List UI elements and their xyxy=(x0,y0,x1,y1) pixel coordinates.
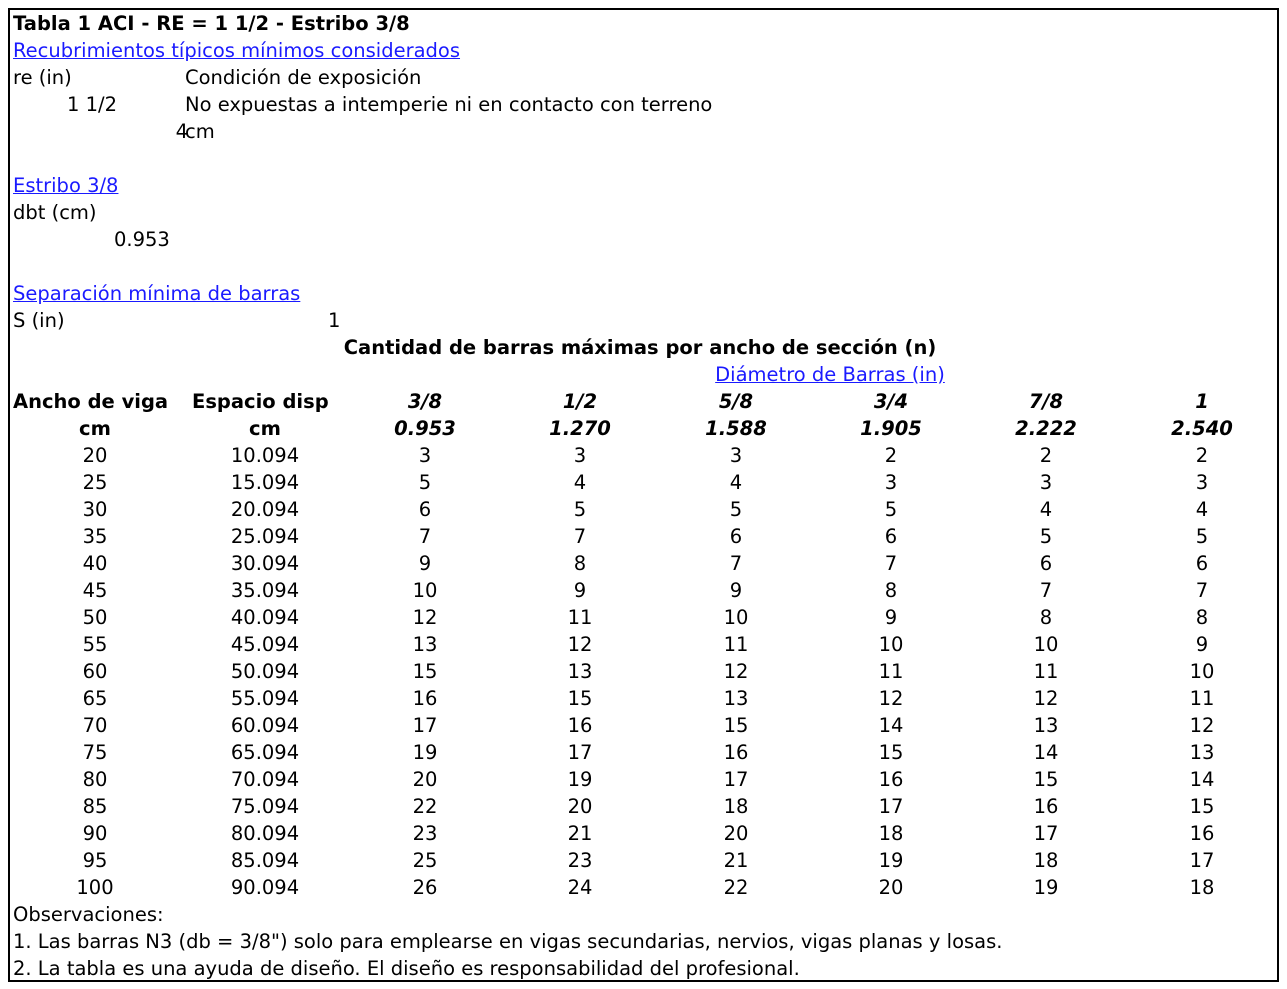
table-cell-n-1: 12 xyxy=(1189,714,1215,737)
table-cell-width-cm: 95 xyxy=(82,849,108,872)
col-unit-diam-1-2: 1.270 xyxy=(549,417,611,440)
table-cell-n-3-4: 3 xyxy=(884,471,898,494)
exposure-label: Condición de exposición xyxy=(185,66,422,89)
table-cell-n-3-8: 10 xyxy=(412,579,438,602)
table-cell-n-1: 11 xyxy=(1189,687,1215,710)
table-cell-width-cm: 80 xyxy=(82,768,108,791)
col-unit-diam-1: 2.540 xyxy=(1171,417,1233,440)
table-cell-n-3-8: 22 xyxy=(412,795,438,818)
table-cell-width-cm: 50 xyxy=(82,606,108,629)
table-cell-width-cm: 90 xyxy=(82,822,108,845)
table-cell-n-1-2: 11 xyxy=(567,606,593,629)
table-cell-space-cm: 25.094 xyxy=(230,525,300,548)
table-cell-n-1-2: 16 xyxy=(567,714,593,737)
table-cell-n-3-8: 16 xyxy=(412,687,438,710)
table-cell-n-3-8: 7 xyxy=(418,525,432,548)
table-cell-n-1-2: 8 xyxy=(573,552,587,575)
re-label: re (in) xyxy=(13,66,72,89)
diameter-heading-link[interactable]: Diámetro de Barras (in) xyxy=(715,363,945,386)
table-cell-n-1: 8 xyxy=(1195,606,1209,629)
table-cell-space-cm: 15.094 xyxy=(230,471,300,494)
table-cell-n-7-8: 13 xyxy=(1033,714,1059,737)
table-cell-n-5-8: 12 xyxy=(723,660,749,683)
table-cell-n-1: 16 xyxy=(1189,822,1215,845)
table-cell-n-3-4: 2 xyxy=(884,444,898,467)
table-cell-n-7-8: 7 xyxy=(1039,579,1053,602)
table-cell-width-cm: 25 xyxy=(82,471,108,494)
table-cell-n-5-8: 4 xyxy=(729,471,743,494)
table-cell-n-1-2: 19 xyxy=(567,768,593,791)
table-cell-n-7-8: 15 xyxy=(1033,768,1059,791)
table-cell-space-cm: 30.094 xyxy=(230,552,300,575)
notes-heading: Observaciones: xyxy=(13,903,164,926)
table-cell-n-1-2: 4 xyxy=(573,471,587,494)
table-cell-space-cm: 85.094 xyxy=(230,849,300,872)
table-cell-n-5-8: 15 xyxy=(723,714,749,737)
table-cell-n-1: 4 xyxy=(1195,498,1209,521)
table-cell-n-7-8: 10 xyxy=(1033,633,1059,656)
table-cell-n-1-2: 3 xyxy=(573,444,587,467)
table-cell-n-3-8: 5 xyxy=(418,471,432,494)
table-cell-n-5-8: 21 xyxy=(723,849,749,872)
col-header-width: Ancho de viga xyxy=(13,390,169,413)
col-header-diam-1-2: 1/2 xyxy=(562,390,598,413)
col-unit-diam-3-8: 0.953 xyxy=(394,417,456,440)
stirrup-value: 0.953 xyxy=(114,228,170,251)
table-cell-space-cm: 70.094 xyxy=(230,768,300,791)
table-cell-space-cm: 60.094 xyxy=(230,714,300,737)
table-cell-n-1-2: 9 xyxy=(573,579,587,602)
table-cell-n-1-2: 20 xyxy=(567,795,593,818)
table-cell-width-cm: 40 xyxy=(82,552,108,575)
spacing-value: 1 xyxy=(328,309,341,332)
col-header-diam-1: 1 xyxy=(1195,390,1209,413)
table-cell-n-5-8: 18 xyxy=(723,795,749,818)
table-cell-n-1-2: 23 xyxy=(567,849,593,872)
table-cell-width-cm: 35 xyxy=(82,525,108,548)
stirrup-label: dbt (cm) xyxy=(13,201,97,224)
table-cell-n-1: 15 xyxy=(1189,795,1215,818)
table-cell-n-3-4: 11 xyxy=(878,660,904,683)
col-unit-space: cm xyxy=(249,417,281,440)
table-cell-n-7-8: 12 xyxy=(1033,687,1059,710)
table-cell-n-7-8: 4 xyxy=(1039,498,1053,521)
table-cell-n-3-4: 6 xyxy=(884,525,898,548)
table-cell-n-1: 9 xyxy=(1195,633,1209,656)
table-cell-n-1-2: 7 xyxy=(573,525,587,548)
table-cell-n-3-4: 5 xyxy=(884,498,898,521)
table-cell-n-7-8: 2 xyxy=(1039,444,1053,467)
table-cell-n-7-8: 8 xyxy=(1039,606,1053,629)
table-cell-n-1: 13 xyxy=(1189,741,1215,764)
table-cell-n-3-4: 15 xyxy=(878,741,904,764)
table-cell-width-cm: 30 xyxy=(82,498,108,521)
col-unit-diam-7-8: 2.222 xyxy=(1015,417,1077,440)
table-cell-n-3-8: 13 xyxy=(412,633,438,656)
table-cell-space-cm: 55.094 xyxy=(230,687,300,710)
table-cell-n-5-8: 9 xyxy=(729,579,743,602)
note-item-1: 1. Las barras N3 (db = 3/8") solo para emplearse en vigas secundarias, nervios, vigas planas y losas. xyxy=(13,930,1003,953)
col-header-diam-3-4: 3/4 xyxy=(873,390,909,413)
table-cell-n-5-8: 3 xyxy=(729,444,743,467)
table-cell-n-1: 5 xyxy=(1195,525,1209,548)
table-cell-space-cm: 80.094 xyxy=(230,822,300,845)
table-cell-space-cm: 65.094 xyxy=(230,741,300,764)
table-cell-n-3-8: 23 xyxy=(412,822,438,845)
table-cell-space-cm: 20.094 xyxy=(230,498,300,521)
table-cell-n-3-4: 12 xyxy=(878,687,904,710)
table-cell-n-3-8: 19 xyxy=(412,741,438,764)
exposure-value: No expuestas a intemperie ni en contacto con terreno xyxy=(185,93,713,116)
cover-cm-value: 4 xyxy=(175,120,188,143)
stirrup-heading-link[interactable]: Estribo 3/8 xyxy=(13,174,119,197)
table-title: Cantidad de barras máximas por ancho de sección (n) xyxy=(343,336,937,359)
table-cell-n-1: 14 xyxy=(1189,768,1215,791)
note-item-2: 2. La tabla es una ayuda de diseño. El diseño es responsabilidad del profesional. xyxy=(13,957,800,980)
table-cell-n-3-8: 3 xyxy=(418,444,432,467)
table-cell-space-cm: 50.094 xyxy=(230,660,300,683)
table-cell-n-1: 18 xyxy=(1189,876,1215,899)
table-cell-n-3-4: 9 xyxy=(884,606,898,629)
table-cell-space-cm: 10.094 xyxy=(230,444,300,467)
table-cell-width-cm: 100 xyxy=(76,876,114,899)
table-cell-n-3-8: 25 xyxy=(412,849,438,872)
table-cell-n-5-8: 10 xyxy=(723,606,749,629)
table-cell-n-7-8: 18 xyxy=(1033,849,1059,872)
page-title: Tabla 1 ACI - RE = 1 1/2 - Estribo 3/8 xyxy=(13,12,410,35)
table-cell-space-cm: 35.094 xyxy=(230,579,300,602)
table-cell-n-7-8: 14 xyxy=(1033,741,1059,764)
table-cell-n-3-8: 12 xyxy=(412,606,438,629)
table-cell-n-1-2: 17 xyxy=(567,741,593,764)
table-cell-n-5-8: 6 xyxy=(729,525,743,548)
table-cell-n-5-8: 22 xyxy=(723,876,749,899)
table-cell-n-1-2: 24 xyxy=(567,876,593,899)
table-cell-n-3-8: 15 xyxy=(412,660,438,683)
table-cell-width-cm: 75 xyxy=(82,741,108,764)
col-header-space: Espacio disp xyxy=(192,390,329,413)
table-cell-n-7-8: 17 xyxy=(1033,822,1059,845)
table-cell-n-1: 17 xyxy=(1189,849,1215,872)
table-cell-n-3-8: 9 xyxy=(418,552,432,575)
table-cell-n-3-4: 19 xyxy=(878,849,904,872)
table-cell-n-5-8: 17 xyxy=(723,768,749,791)
table-cell-n-1-2: 5 xyxy=(573,498,587,521)
table-cell-width-cm: 45 xyxy=(82,579,108,602)
table-cell-n-7-8: 3 xyxy=(1039,471,1053,494)
table-cell-n-1-2: 13 xyxy=(567,660,593,683)
table-cell-width-cm: 70 xyxy=(82,714,108,737)
table-cell-width-cm: 60 xyxy=(82,660,108,683)
table-cell-space-cm: 45.094 xyxy=(230,633,300,656)
table-cell-n-7-8: 11 xyxy=(1033,660,1059,683)
table-cell-n-7-8: 19 xyxy=(1033,876,1059,899)
table-cell-n-1: 7 xyxy=(1195,579,1209,602)
table-cell-n-5-8: 13 xyxy=(723,687,749,710)
table-cell-n-3-4: 14 xyxy=(878,714,904,737)
table-cell-n-3-4: 7 xyxy=(884,552,898,575)
col-header-diam-7-8: 7/8 xyxy=(1028,390,1064,413)
table-cell-n-1: 10 xyxy=(1189,660,1215,683)
table-cell-n-3-4: 8 xyxy=(884,579,898,602)
cover-heading-link[interactable]: Recubrimientos típicos mínimos considerados xyxy=(13,39,461,62)
spreadsheet-sheet xyxy=(8,8,1279,982)
table-cell-n-5-8: 7 xyxy=(729,552,743,575)
table-cell-n-5-8: 16 xyxy=(723,741,749,764)
col-header-diam-5-8: 5/8 xyxy=(718,390,754,413)
table-cell-n-1: 6 xyxy=(1195,552,1209,575)
table-cell-n-7-8: 16 xyxy=(1033,795,1059,818)
table-cell-space-cm: 90.094 xyxy=(230,876,300,899)
spacing-heading-link[interactable]: Separación mínima de barras xyxy=(13,282,301,305)
col-unit-diam-5-8: 1.588 xyxy=(705,417,767,440)
table-cell-n-3-8: 26 xyxy=(412,876,438,899)
spacing-label: S (in) xyxy=(13,309,65,332)
table-cell-n-5-8: 5 xyxy=(729,498,743,521)
table-cell-n-3-4: 10 xyxy=(878,633,904,656)
col-unit-width: cm xyxy=(79,417,111,440)
table-cell-n-3-8: 6 xyxy=(418,498,432,521)
table-cell-n-1-2: 12 xyxy=(567,633,593,656)
col-unit-diam-3-4: 1.905 xyxy=(860,417,922,440)
table-cell-n-1-2: 21 xyxy=(567,822,593,845)
table-cell-n-3-4: 20 xyxy=(878,876,904,899)
table-cell-n-1: 3 xyxy=(1195,471,1209,494)
table-cell-n-3-4: 16 xyxy=(878,768,904,791)
table-cell-width-cm: 55 xyxy=(82,633,108,656)
table-cell-n-3-8: 17 xyxy=(412,714,438,737)
col-header-diam-3-8: 3/8 xyxy=(407,390,443,413)
table-cell-n-5-8: 11 xyxy=(723,633,749,656)
table-cell-space-cm: 75.094 xyxy=(230,795,300,818)
table-cell-n-7-8: 6 xyxy=(1039,552,1053,575)
re-value: 1 1/2 xyxy=(67,93,117,116)
table-cell-width-cm: 20 xyxy=(82,444,108,467)
table-cell-width-cm: 65 xyxy=(82,687,108,710)
table-cell-n-3-4: 17 xyxy=(878,795,904,818)
table-cell-n-5-8: 20 xyxy=(723,822,749,845)
table-cell-space-cm: 40.094 xyxy=(230,606,300,629)
table-cell-n-1-2: 15 xyxy=(567,687,593,710)
table-cell-width-cm: 85 xyxy=(82,795,108,818)
table-cell-n-3-8: 20 xyxy=(412,768,438,791)
table-cell-n-3-4: 18 xyxy=(878,822,904,845)
cover-cm-unit: cm xyxy=(185,120,215,143)
table-cell-n-1: 2 xyxy=(1195,444,1209,467)
table-cell-n-7-8: 5 xyxy=(1039,525,1053,548)
